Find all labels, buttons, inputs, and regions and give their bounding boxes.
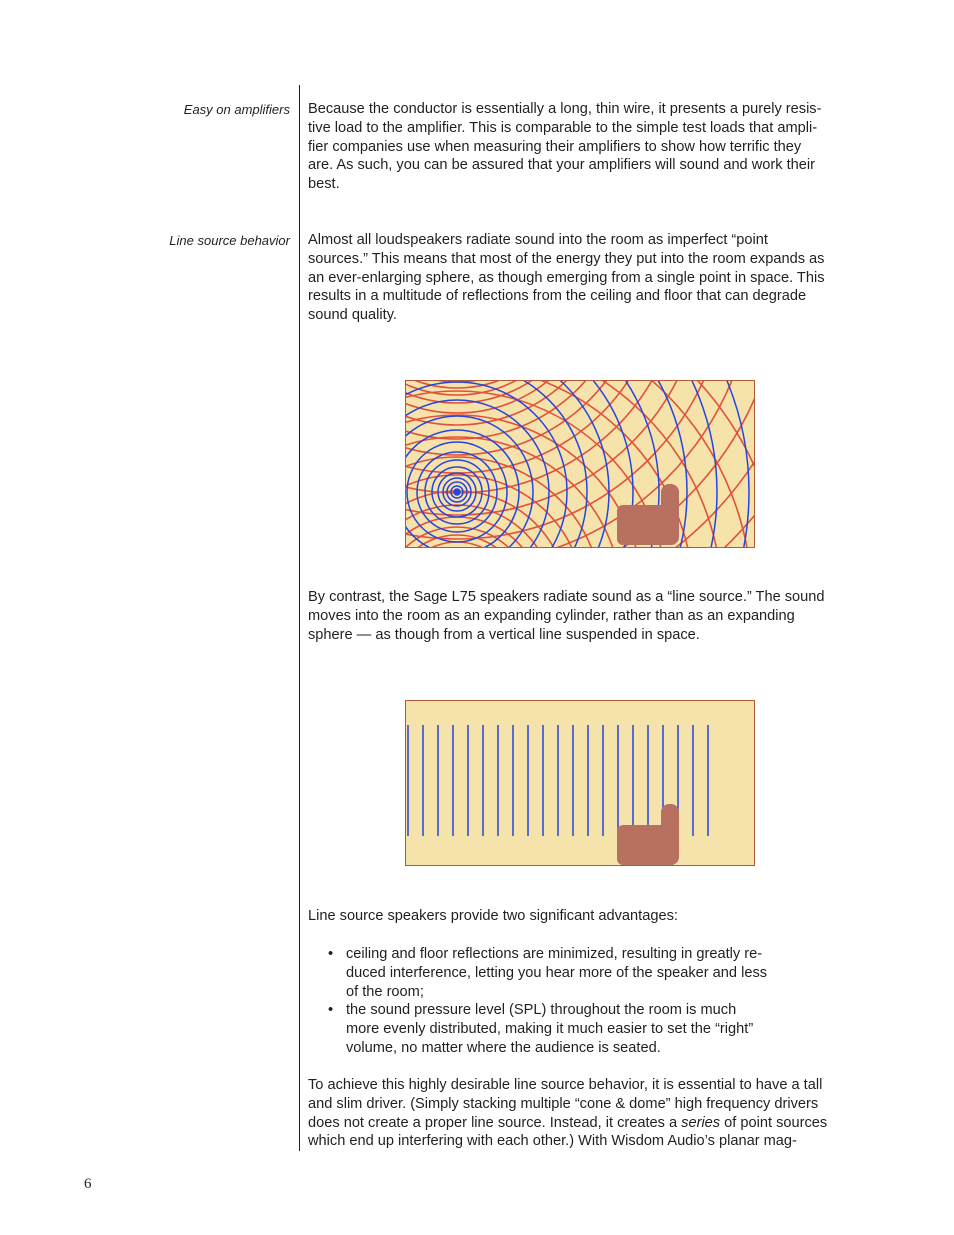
list-item bbox=[308, 1001, 808, 1057]
margin-note-amplifiers: Easy on amplifiers bbox=[183, 102, 290, 117]
text-line: tive load to the amplifier. This is comparable to the simple test loads that ampli- bbox=[308, 119, 818, 136]
paragraph-amplifiers bbox=[308, 100, 844, 194]
chair-back bbox=[661, 804, 679, 865]
text-line: Line source speakers provide two significant advantages: bbox=[308, 908, 678, 924]
line-source-diagram bbox=[405, 700, 755, 866]
text-line: sphere — as though from a vertical line suspended in space. bbox=[308, 626, 700, 643]
text-line: By contrast, the Sage L75 speakers radiate sound as a “line source.” The sound bbox=[308, 589, 825, 605]
text-line: Almost all loudspeakers radiate sound into the room as imperfect “point bbox=[308, 232, 768, 248]
text-line: which end up interfering with each other.) With Wisdom Audio’s planar mag- bbox=[308, 1133, 797, 1150]
text-line: volume, no matter where the audience is seated. bbox=[346, 1039, 661, 1056]
text-line: more evenly distributed, making it much easier to set the “right” bbox=[346, 1021, 754, 1038]
text-line: ceiling and floor reflections are minimized, resulting in greatly re- bbox=[346, 946, 763, 962]
text-line: best. bbox=[308, 176, 340, 193]
paragraph-line-source bbox=[308, 588, 844, 644]
text-line: results in a multitude of reflections from the ceiling and floor that can degrade bbox=[308, 288, 807, 305]
margin-note-line-source: Line source behavior bbox=[169, 233, 290, 248]
text-line: fier companies use when measuring their amplifiers to show how terrific they bbox=[308, 138, 802, 155]
text-segment: does not create a proper line source. Instead, it creates a bbox=[308, 1114, 682, 1131]
bullet-marker: • bbox=[328, 946, 334, 962]
text-line: the sound pressure level (SPL) throughout the room is much bbox=[346, 1002, 737, 1019]
text-line: To achieve this highly desirable line source behavior, it is essential to have a tall bbox=[308, 1077, 823, 1093]
text-line: duced interference, letting you hear more of the speaker and less bbox=[346, 964, 768, 981]
text-line: sound quality. bbox=[308, 307, 397, 324]
text-line: Because the conductor is essentially a long, thin wire, it presents a purely resis- bbox=[308, 101, 822, 117]
paragraph-closing bbox=[308, 1076, 848, 1151]
paragraph-point-source bbox=[308, 231, 844, 325]
text-line: moves into the room as an expanding cylinder, rather than as an expanding bbox=[308, 607, 795, 624]
text-line bbox=[308, 1114, 848, 1133]
bullet-marker: • bbox=[328, 1002, 334, 1019]
margin-rule bbox=[299, 85, 300, 1151]
chair-back bbox=[661, 484, 679, 545]
advantages-list bbox=[308, 945, 808, 1058]
list-item bbox=[308, 945, 808, 1001]
page-number: 6 bbox=[84, 1176, 92, 1192]
room-background bbox=[406, 701, 755, 866]
text-line: and slim driver. (Simply stacking multiple “cone & dome” high frequency drivers bbox=[308, 1095, 819, 1112]
text-line: an ever-enlarging sphere, as though emerging from a single point in space. This bbox=[308, 269, 825, 286]
point-source-diagram bbox=[405, 380, 755, 548]
point-source-dot bbox=[455, 490, 460, 495]
paragraph-advantages-intro bbox=[308, 907, 844, 926]
text-line: are. As such, you can be assured that your amplifiers will sound and work their bbox=[308, 157, 815, 174]
text-line: sources.” This means that most of the energy they put into the room expands as bbox=[308, 250, 825, 267]
emphasis-series: series bbox=[681, 1114, 721, 1131]
text-line: of the room; bbox=[346, 983, 424, 1000]
text-segment: of point sources bbox=[720, 1114, 828, 1131]
